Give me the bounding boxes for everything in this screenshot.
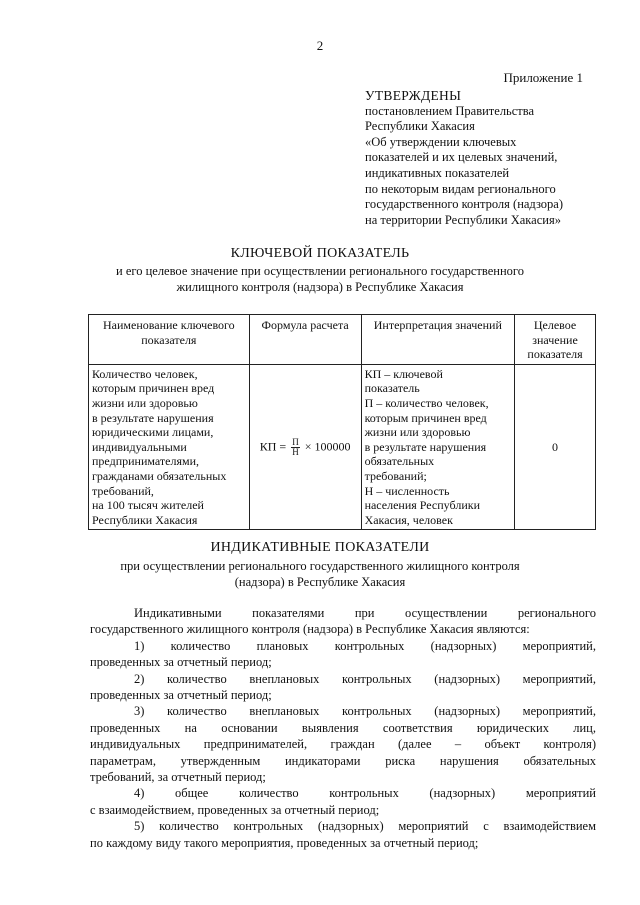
approval-block: [365, 88, 563, 228]
interpretation-line: П – количество человек,: [364, 395, 489, 410]
name-line: Количество человек,: [92, 366, 198, 381]
approval-heading: УТВЕРЖДЕНЫ: [365, 88, 462, 103]
formula-numerator: П: [292, 436, 299, 447]
interpretation-line: Н – численность: [364, 483, 450, 498]
body-line: 1) количество плановых контрольных (надзорных) мероприятий,: [134, 638, 596, 653]
body-line: параметрам, утвержденным индикаторами риска нарушения обязательных: [90, 753, 596, 768]
approval-line: индикативных показателей: [365, 165, 510, 180]
cell-interpretation: [361, 364, 515, 530]
body-line: требований, за отчетный период;: [90, 770, 266, 785]
indicative-subtitle-1: при осуществлении регионального государственного жилищного контроля: [120, 559, 520, 573]
indicative-body: [90, 605, 596, 851]
cell-indicator-name: [89, 364, 250, 530]
key-indicator-table: [88, 314, 596, 530]
interpretation-line: жизни или здоровью: [364, 425, 471, 440]
interpretation-line: населения Республики: [364, 498, 480, 513]
name-line: требований,: [92, 483, 154, 498]
formula-lhs: КП =: [259, 438, 287, 453]
approval-line: Республики Хакасия: [365, 119, 475, 134]
header-target: Целевое значение показателя: [515, 315, 596, 365]
body-line: по каждому виду такого мероприятия, проведенных за отчетный период;: [90, 835, 479, 850]
name-line: Республики Хакасия: [92, 512, 198, 527]
body-line: проведенных за отчетный период;: [90, 655, 272, 670]
approval-line: постановлением Правительства: [365, 103, 535, 118]
key-indicator-title: КЛЮЧЕВОЙ ПОКАЗАТЕЛЬ: [230, 246, 410, 261]
name-line: гражданами обязательных: [92, 468, 227, 483]
body-line: проведенных на основании выявления соответствия юридических лиц,: [90, 720, 596, 735]
interpretation-line: Хакасия, человек: [364, 512, 453, 527]
indicative-title: ИНДИКАТИВНЫЕ ПОКАЗАТЕЛИ: [210, 540, 430, 555]
approval-line: «Об утверждении ключевых: [365, 134, 517, 149]
indicative-subtitle-2: (надзора) в Республике Хакасия: [234, 575, 406, 589]
interpretation-line: показатель: [364, 381, 420, 396]
body-line: Индикативными показателями при осуществлении регионального: [134, 606, 596, 620]
interpretation-line: в результате нарушения: [364, 439, 487, 454]
body-line: 5) количество контрольных (надзорных) мероприятий с взаимодействием: [134, 819, 596, 834]
body-line: 3) количество внеплановых контрольных (надзорных) мероприятий,: [134, 704, 596, 719]
key-indicator-subtitle-1: и его целевое значение при осуществлении регионального государственного: [116, 264, 524, 278]
interpretation-line: которым причинен вред: [364, 410, 487, 425]
key-indicator-subtitle-2: жилищного контроля (надзора) в Республике Хакасия: [176, 280, 464, 294]
interpretation-line: КП – ключевой: [364, 366, 443, 381]
name-line: в результате нарушения: [92, 410, 214, 425]
page-number: 2: [316, 38, 324, 53]
body-line: индивидуальных предпринимателей, граждан (далее – объект контроля): [90, 737, 596, 752]
appendix-label: Приложение 1: [503, 70, 583, 85]
name-line: индивидуальными: [92, 439, 187, 454]
approval-line: показателей и их целевых значений,: [365, 150, 558, 165]
approval-line: по некоторым видам регионального: [365, 181, 556, 196]
name-line: юридическими лицами,: [92, 425, 214, 440]
body-line: проведенных за отчетный период;: [90, 688, 272, 703]
approval-line: государственного контроля (надзора): [365, 197, 564, 212]
name-line: на 100 тысяч жителей: [92, 498, 204, 513]
header-interpretation: Интерпретация значений: [361, 315, 515, 365]
interpretation-line: требований;: [364, 468, 427, 483]
interpretation-line: обязательных: [364, 454, 435, 469]
name-line: предпринимателями,: [92, 454, 200, 469]
body-line: 2) количество внеплановых контрольных (надзорных) мероприятий,: [134, 671, 596, 686]
name-line: жизни или здоровью: [92, 395, 198, 410]
formula-denominator: Н: [292, 446, 299, 457]
header-formula: Формула расчета: [249, 315, 361, 365]
cell-formula: [249, 364, 361, 530]
name-line: которым причинен вред: [92, 381, 215, 396]
header-name: Наименование ключевого показателя: [89, 315, 250, 365]
cell-target-value: 0: [515, 364, 596, 530]
formula-fraction: [291, 438, 300, 457]
body-line: с взаимодействием, проведенных за отчетный период;: [90, 802, 380, 817]
table-row: [89, 364, 596, 530]
table-header-row: [89, 315, 596, 365]
body-line: 4) общее количество контрольных (надзорных) мероприятий: [134, 786, 596, 801]
formula-rhs: × 100000: [304, 438, 351, 453]
approval-line: на территории Республики Хакасия»: [365, 212, 561, 227]
body-line: государственного жилищного контроля (надзора) в Республике Хакасия являются:: [90, 622, 530, 637]
